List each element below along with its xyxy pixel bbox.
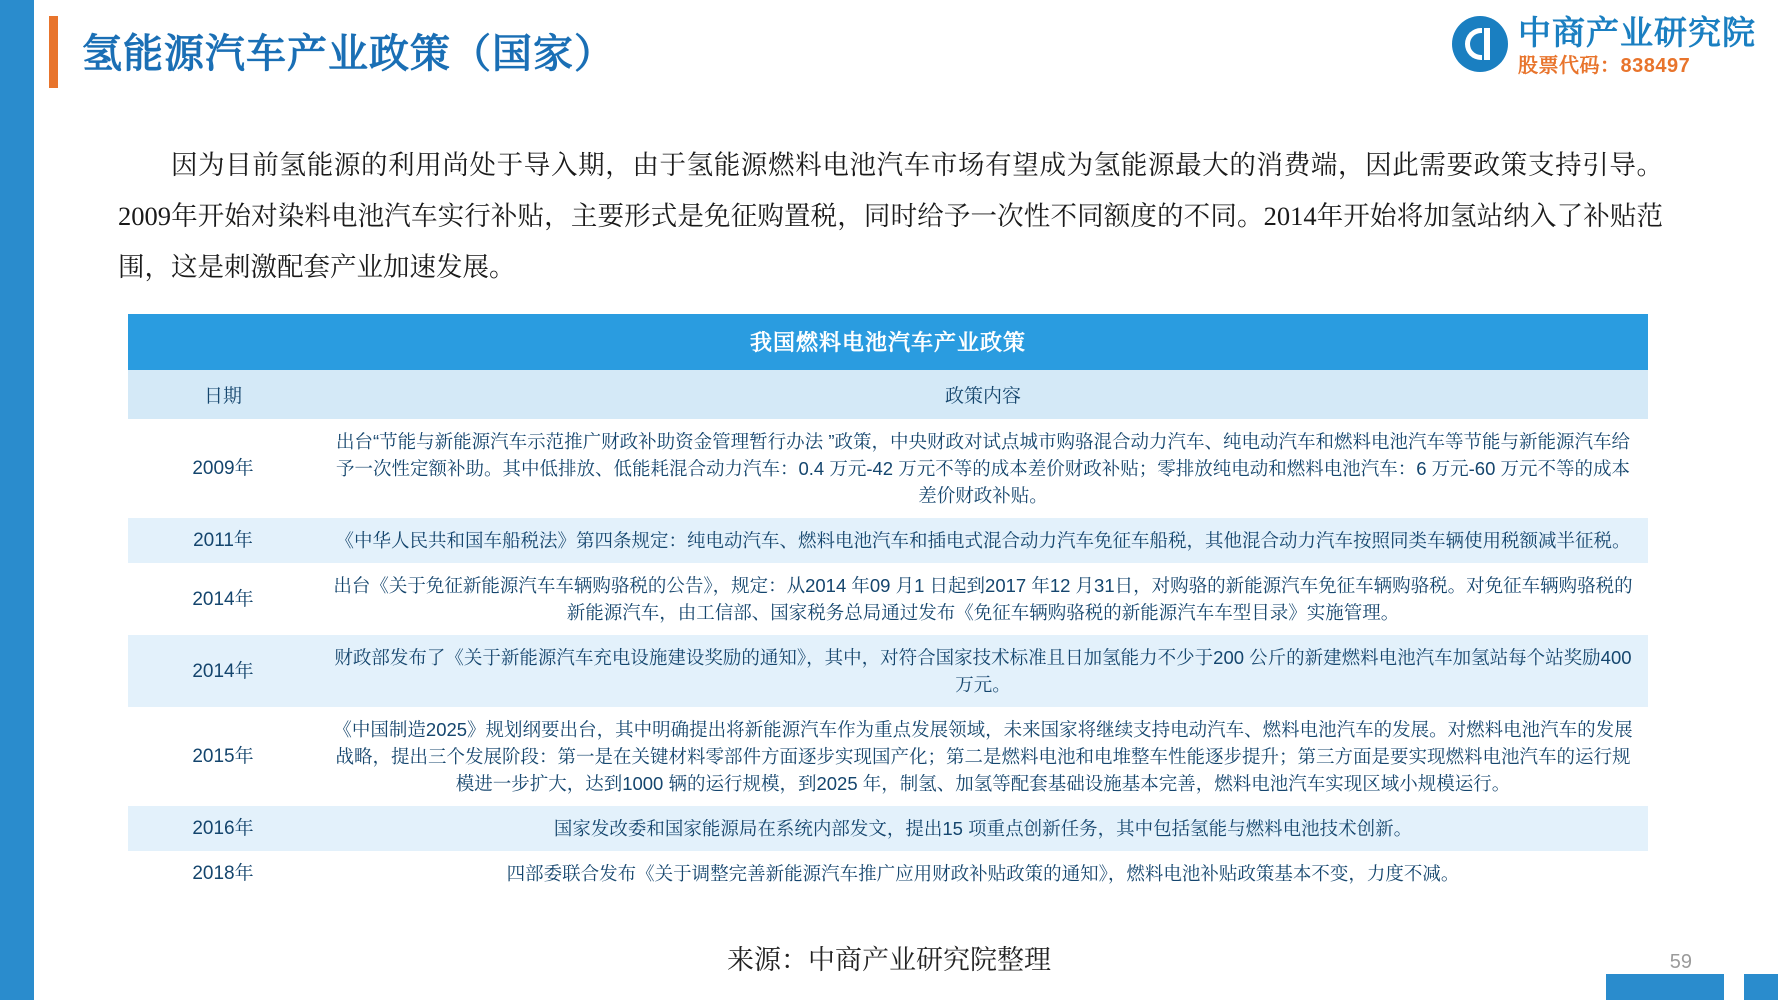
logo-stock-code: 股票代码：838497	[1518, 54, 1691, 77]
row-content: 出台“节能与新能源汽车示范推广财政补助资金管理暂行办法 ”政策，中央财政对试点城市购骆混合动力汽车、纯电动汽车和燃料电池汽车等节能与新能源汽车给予一次性定额补助。其中低排放、低能耗混合动力汽车：0.4 万元-42 万元不等的成本差价财政补贴；零排放纯电动和燃料电池汽车：6 万元-60 万元不等的成本差价财政补贴。	[318, 419, 1648, 518]
column-header-date: 日期	[128, 370, 318, 419]
logo-text-block	[1518, 16, 1756, 79]
left-accent-bar	[0, 0, 34, 1000]
row-date: 2011年	[128, 518, 318, 563]
row-date: 2009年	[128, 419, 318, 518]
row-date: 2015年	[128, 707, 318, 806]
row-date: 2014年	[128, 635, 318, 707]
row-content: 《中华人民共和国车船税法》第四条规定：纯电动汽车、燃料电池汽车和插电式混合动力汽车免征车船税，其他混合动力汽车按照同类车辆使用税额减半征税。	[318, 518, 1648, 563]
table-row	[128, 419, 1648, 518]
table-row	[128, 518, 1648, 563]
policy-table-wrap	[128, 314, 1648, 896]
row-content: 四部委联合发布《关于调整完善新能源汽车推广应用财政补贴政策的通知》，燃料电池补贴政策基本不变，力度不减。	[318, 851, 1648, 896]
row-date: 2018年	[128, 851, 318, 896]
table-row	[128, 806, 1648, 851]
table-row	[128, 635, 1648, 707]
table-row	[128, 707, 1648, 806]
page-title: 氢能源汽车产业政策（国家）	[82, 32, 615, 76]
row-content: 国家发改委和国家能源局在系统内部发文，提出15 项重点创新任务，其中包括氢能与燃料电池技术创新。	[318, 806, 1648, 851]
policy-table	[128, 314, 1648, 896]
row-content: 财政部发布了《关于新能源汽车充电设施建设奖励的通知》，其中，对符合国家技术标准且日加氢能力不少于200 公斤的新建燃料电池汽车加氢站每个站奖励400 万元。	[318, 635, 1648, 707]
logo-company-name: 中商产业研究院	[1518, 14, 1756, 51]
footer-accent-bar-left	[1606, 974, 1724, 1000]
table-row	[128, 851, 1648, 896]
page-number: 59	[1669, 951, 1692, 973]
table-header-row	[128, 370, 1648, 419]
row-content: 《中国制造2025》规划纲要出台，其中明确提出将新能源汽车作为重点发展领域，未来国家将继续支持电动汽车、燃料电池汽车的发展。对燃料电池汽车的发展战略，提出三个发展阶段：第一是在关键材料零部件方面逐步实现国产化；第二是燃料电池和电堆整车性能逐步提升；第三方面是要实现燃料电池汽车的运行规模进一步扩大，达到1000 辆的运行规模，到2025 年，制氢、加氢等配套基础设施基本完善，燃料电池汽车实现区域小规模运行。	[318, 707, 1648, 806]
circle-c-logo-icon	[1452, 16, 1508, 72]
row-date: 2014年	[128, 563, 318, 635]
title-accent-bar	[49, 16, 58, 88]
column-header-content: 政策内容	[318, 370, 1648, 419]
slide-header	[34, 0, 1778, 108]
table-caption: 我国燃料电池汽车产业政策	[128, 314, 1648, 370]
row-content: 出台《关于免征新能源汽车车辆购骆税的公告》，规定：从2014 年09 月1 日起到2017 年12 月31日，对购骆的新能源汽车免征车辆购骆税。对免征车辆购骆税的新能源汽车，由工信部、国家税务总局通过发布《免征车辆购骆税的新能源汽车车型目录》实施管理。	[318, 563, 1648, 635]
row-date: 2016年	[128, 806, 318, 851]
intro-paragraph: 因为目前氢能源的利用尚处于导入期，由于氢能源燃料电池汽车市场有望成为氢能源最大的消费端，因此需要政策支持引导。2009年开始对染料电池汽车实行补贴，主要形式是免征购置税，同时给予一次性不同额度的不同。2014年开始将加氢站纳入了补贴范围，这是刺激配套产业加速发展。	[118, 150, 1663, 282]
source-note: 来源：中商产业研究院整理	[727, 945, 1051, 975]
footer-accent-bar-right	[1744, 974, 1778, 1000]
table-row	[128, 563, 1648, 635]
brand-logo	[1452, 16, 1756, 79]
